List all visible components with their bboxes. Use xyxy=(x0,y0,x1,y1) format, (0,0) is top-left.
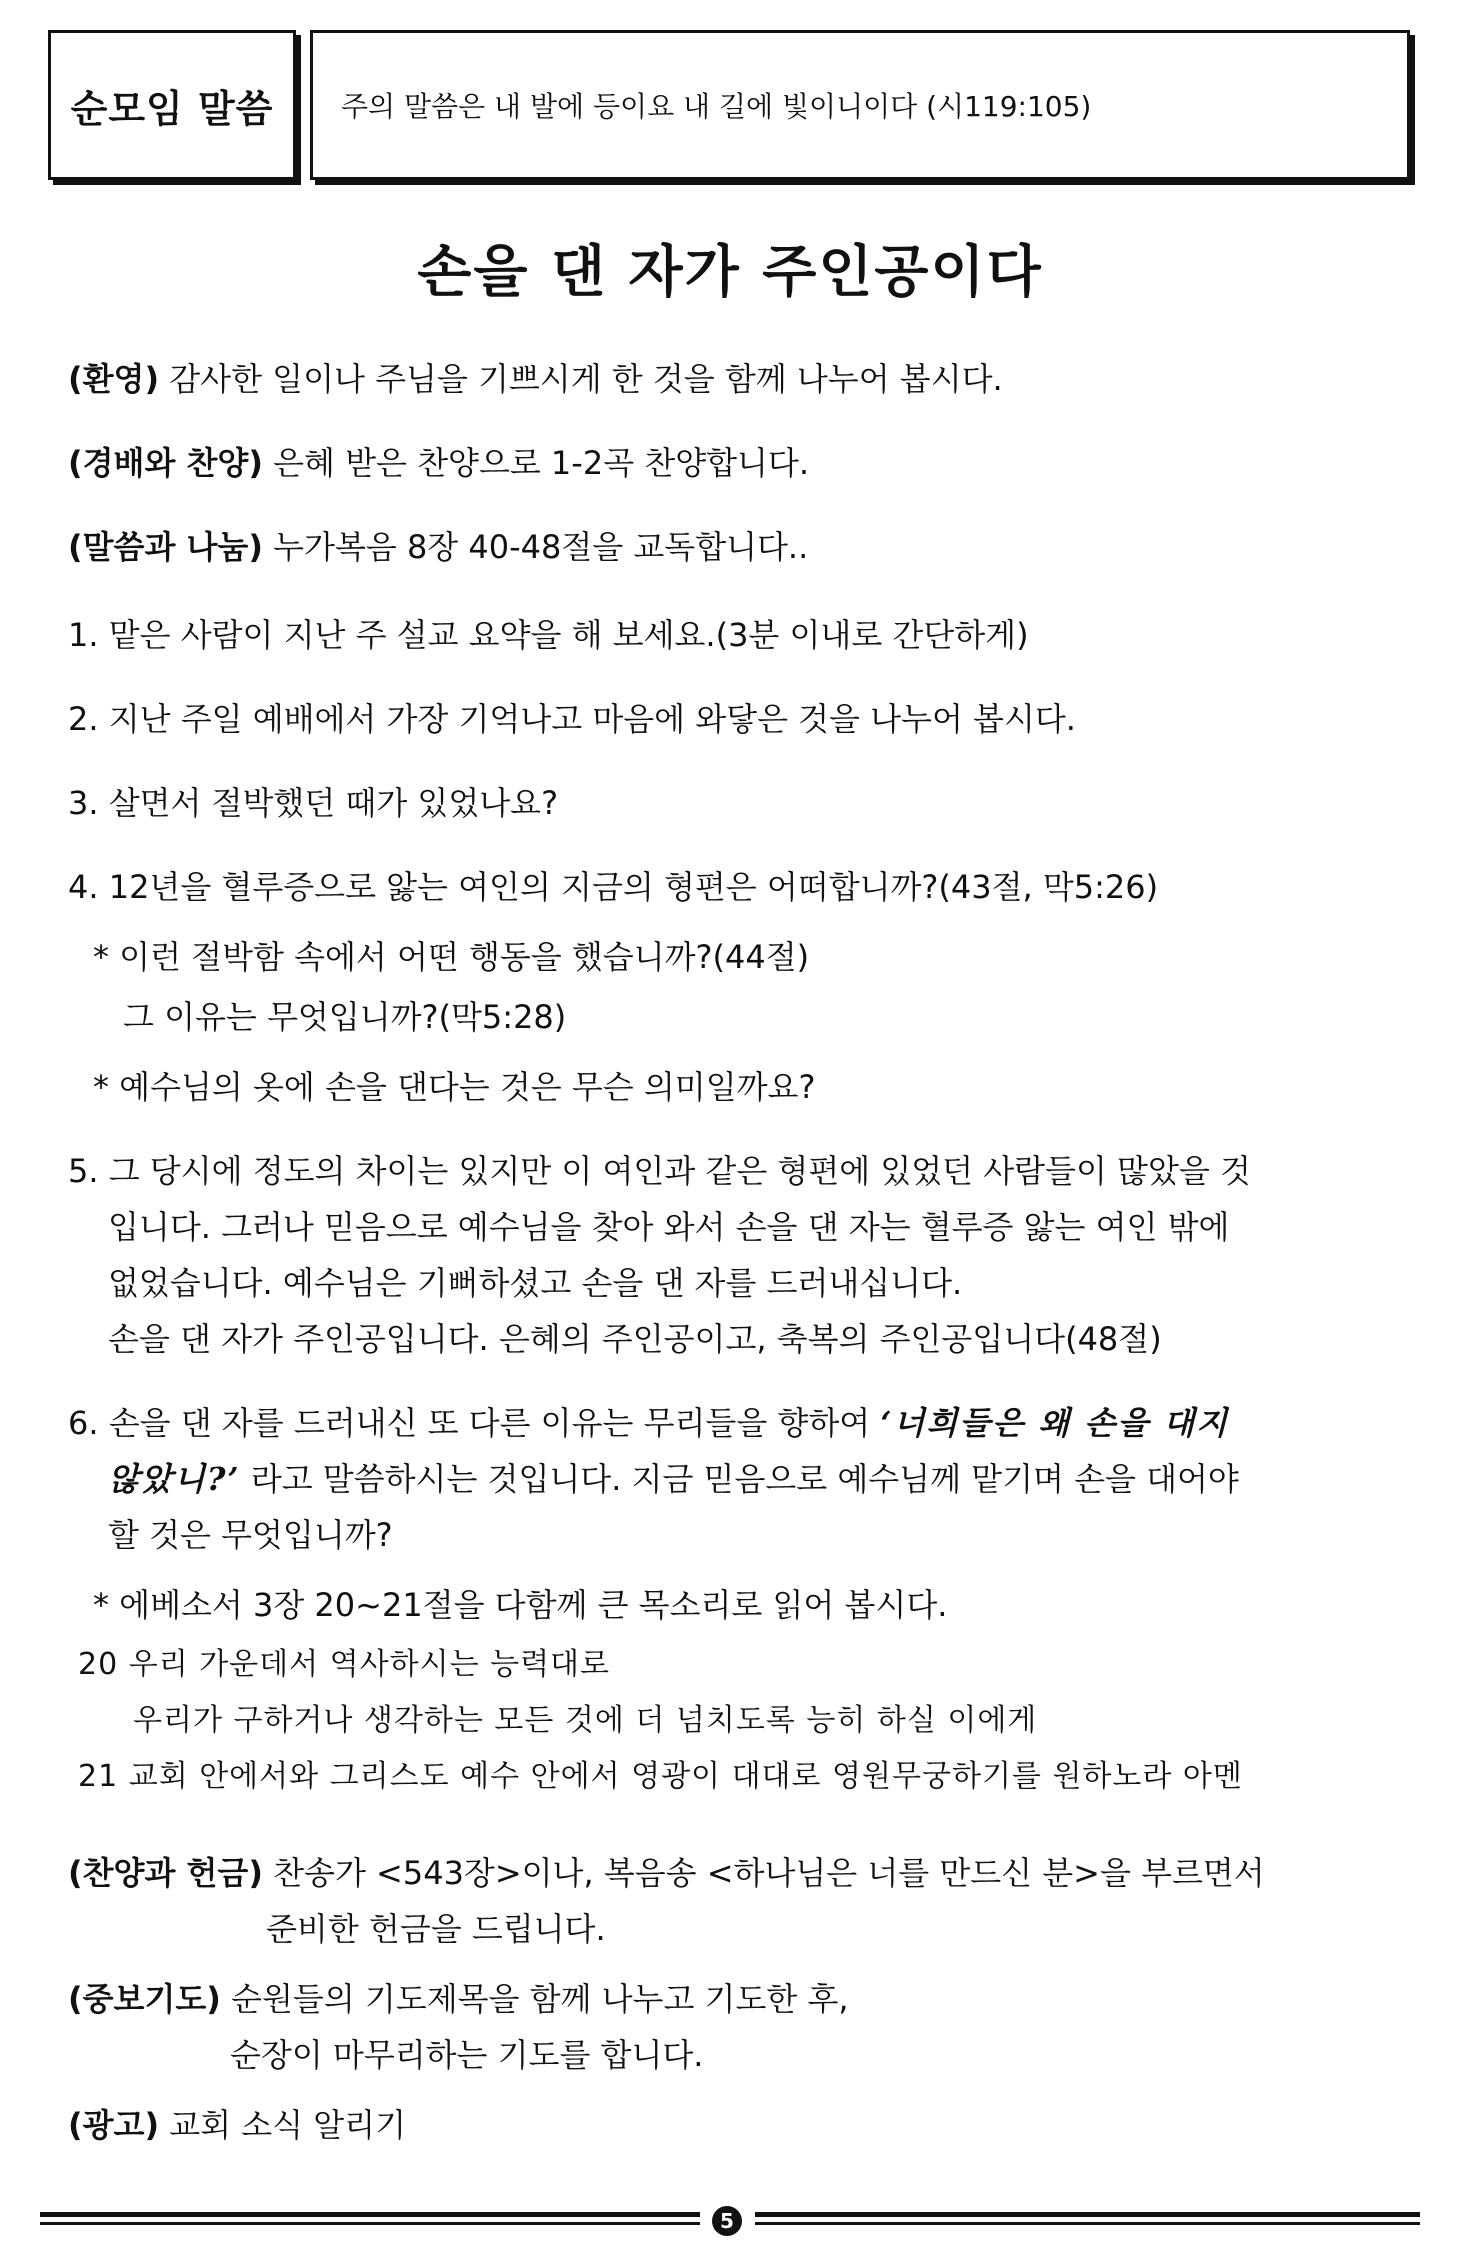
question-6-line: 할 것은 무엇입니까? xyxy=(108,1516,393,1554)
question-5: 5. 그 당시에 정도의 차이는 있지만 이 여인과 같은 형편에 있었던 사람들이 많았을 것 xyxy=(68,1152,1251,1190)
section-notice xyxy=(68,2101,1408,2149)
question-4: 4. 12년을 혈루증으로 앓는 여인의 지금의 형편은 어떠합니까?(43절, 막5:26) xyxy=(68,868,1159,906)
section-word xyxy=(68,523,1408,571)
question-6 xyxy=(68,1399,1408,1447)
question-6-text: 6. 손을 댄 자를 드러내신 또 다른 이유는 무리들을 향하여 xyxy=(68,1404,881,1442)
section-tag: (경배와 찬양) xyxy=(68,444,263,482)
question-6-sub: * 에베소서 3장 20~21절을 다함께 큰 목소리로 읽어 봅시다. xyxy=(93,1586,948,1624)
section-worship xyxy=(68,439,1408,487)
bible-passage xyxy=(68,1637,1408,1805)
bible-verse: 21 교회 안에서와 그리스도 예수 안에서 영광이 대대로 영원무궁하기를 원하노라 아멘 xyxy=(78,1759,1243,1794)
section-prayer-line: 순장이 마무리하는 기도를 합니다. xyxy=(230,2036,704,2074)
section-text: 감사한 일이나 주님을 기쁘시게 한 것을 함께 나누어 봅시다. xyxy=(159,360,1003,398)
section-text: 순원들의 기도제목을 함께 나누고 기도한 후, xyxy=(220,1980,849,2018)
main-content xyxy=(68,355,1408,2149)
page-title: 손을 댄 자가 주인공이다 xyxy=(417,240,1043,305)
question-5-line: 손을 댄 자가 주인공입니다. 은혜의 주인공이고, 축복의 주인공입니다(48절) xyxy=(108,1320,1162,1358)
question-6-quote: 않았니?’ xyxy=(108,1460,241,1498)
question-4-sub-1: * 이런 절박함 속에서 어떤 행동을 했습니까?(44절) xyxy=(93,938,810,976)
question-5-line: 입니다. 그러나 믿음으로 예수님을 찾아 와서 손을 댄 자는 혈루증 앓는 여인 밖에 xyxy=(108,1208,1230,1246)
page-number: 5 xyxy=(712,2206,742,2236)
question-3: 3. 살면서 절박했던 때가 있었나요? xyxy=(68,784,559,822)
header-verse-box xyxy=(310,30,1410,180)
header-label-box xyxy=(48,30,296,180)
section-text: 교회 소식 알리기 xyxy=(159,2106,406,2144)
question-5-line: 없었습니다. 예수님은 기뻐하셨고 손을 댄 자를 드러내십니다. xyxy=(108,1264,963,1302)
footer-rule xyxy=(40,2212,700,2217)
page-footer xyxy=(40,2206,1420,2236)
section-text: 누가복음 8장 40-48절을 교독합니다.. xyxy=(262,528,809,566)
section-prayer xyxy=(68,1975,1408,2023)
section-welcome xyxy=(68,355,1408,403)
bible-verse: 20 우리 가운데서 역사하시는 능력대로 xyxy=(78,1647,611,1682)
footer-rule xyxy=(755,2222,1420,2225)
question-2: 2. 지난 주일 예배에서 가장 기억나고 마음에 와닿은 것을 나누어 봅시다. xyxy=(68,700,1076,738)
question-1: 1. 맡은 사람이 지난 주 설교 요약을 해 보세요.(3분 이내로 간단하게) xyxy=(68,616,1029,654)
question-4-sub-2: * 예수님의 옷에 손을 댄다는 것은 무슨 의미일까요? xyxy=(93,1068,816,1106)
bible-verse: 우리가 구하거나 생각하는 모든 것에 더 넘치도록 능히 하실 이에게 xyxy=(133,1703,1038,1738)
question-4-sub-1b: 그 이유는 무엇입니까?(막5:28) xyxy=(123,998,567,1036)
footer-rule xyxy=(755,2212,1420,2217)
header-verse: 주의 말씀은 내 발에 등이요 내 길에 빛이니이다 (시119:105) xyxy=(341,90,1092,123)
section-tag: (중보기도) xyxy=(68,1980,221,2018)
section-tag: (환영) xyxy=(68,360,160,398)
section-text: 찬송가 <543장>이나, 복음송 <하나님은 너를 만드신 분>을 부르면서 xyxy=(262,1854,1265,1892)
question-6-quote: ‘너희들은 왜 손을 대지 xyxy=(880,1404,1230,1442)
section-offering xyxy=(68,1849,1408,1897)
question-6-text: 라고 말씀하시는 것입니다. 지금 믿음으로 예수님께 맡기며 손을 대어야 xyxy=(240,1460,1239,1498)
section-text: 은혜 받은 찬양으로 1-2곡 찬양합니다. xyxy=(262,444,810,482)
footer-rule xyxy=(40,2222,700,2225)
section-tag: (말씀과 나눔) xyxy=(68,528,263,566)
section-tag: (광고) xyxy=(68,2106,160,2144)
header-label: 순모임 말씀 xyxy=(70,86,274,131)
question-6-line xyxy=(68,1455,1408,1503)
section-offering-line: 준비한 헌금을 드립니다. xyxy=(266,1910,606,1948)
section-tag: (찬양과 헌금) xyxy=(68,1854,263,1892)
